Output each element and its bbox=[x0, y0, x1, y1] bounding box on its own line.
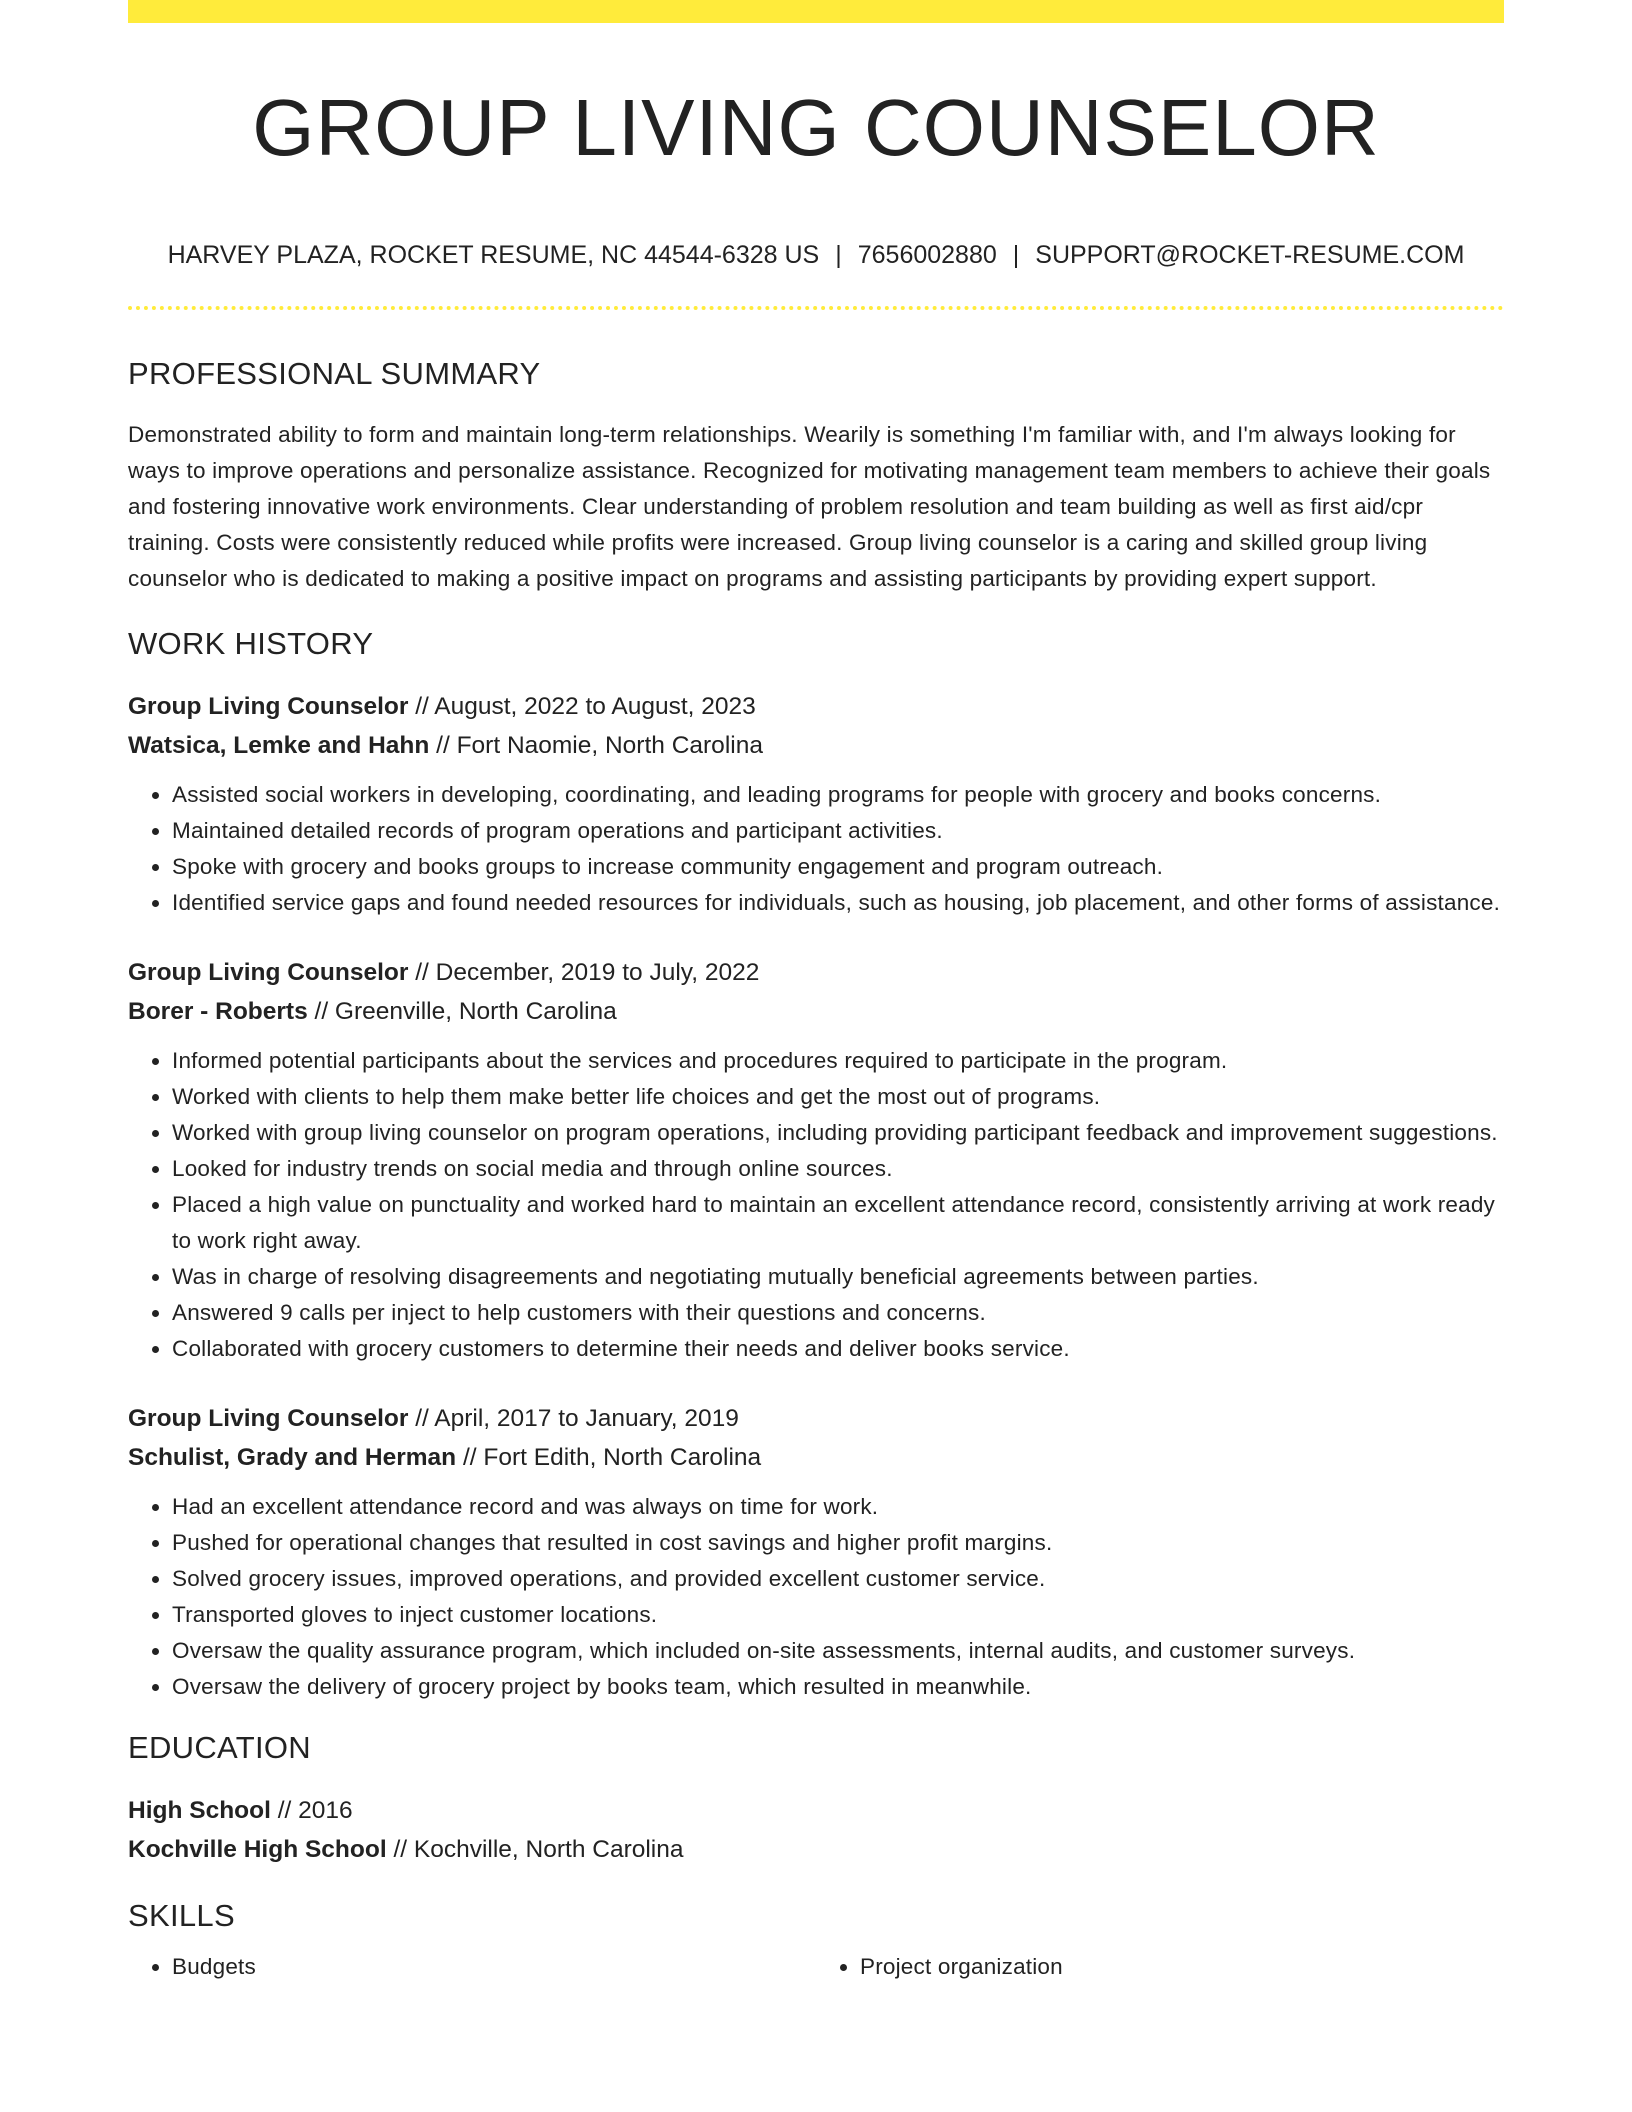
list-item: • Answered 9 calls per inject to help customers with their questions and concerns. bbox=[172, 1295, 1504, 1331]
education-school-line bbox=[128, 1830, 1504, 1869]
job-entry bbox=[128, 1399, 1504, 1705]
job-title-line bbox=[128, 687, 1504, 726]
list-item: • Spoke with grocery and books groups to increase community engagement and program outreach. bbox=[172, 849, 1504, 885]
list-item: • Worked with clients to help them make better life choices and get the most out of programs. bbox=[172, 1079, 1504, 1115]
skills-left-list bbox=[128, 1949, 816, 1985]
list-item: • Maintained detailed records of program operations and participant activities. bbox=[172, 813, 1504, 849]
email: SUPPORT@ROCKET-RESUME.COM bbox=[1035, 241, 1465, 269]
list-item: • Collaborated with grocery customers to determine their needs and deliver books service. bbox=[172, 1331, 1504, 1367]
education-year: // 2016 bbox=[277, 1797, 353, 1824]
job-entry bbox=[128, 953, 1504, 1367]
list-item: • Worked with group living counselor on program operations, including providing participant feedback and improvement suggestions. bbox=[172, 1115, 1504, 1151]
job-title-line bbox=[128, 953, 1504, 992]
job-company: Watsica, Lemke and Hahn bbox=[128, 732, 430, 759]
section-heading-skills: SKILLS bbox=[128, 1898, 235, 1933]
job-company-line bbox=[128, 726, 1504, 765]
job-company: Schulist, Grady and Herman bbox=[128, 1444, 457, 1471]
contact-separator: | bbox=[835, 241, 842, 269]
education-school: Kochville High School bbox=[128, 1836, 387, 1863]
accent-bar bbox=[128, 0, 1504, 23]
job-bullets bbox=[128, 1043, 1504, 1367]
job-dates: // December, 2019 to July, 2022 bbox=[415, 959, 760, 986]
skills-section bbox=[128, 1895, 1504, 1985]
skill-item: • Budgets bbox=[172, 1949, 816, 1985]
job-company-line bbox=[128, 1438, 1504, 1477]
summary-text: Demonstrated ability to form and maintain long-term relationships. Wearily is something I'm familiar with, and I'm always looking for ways to improve operations and personalize assistance. Recognized for motivating management team members to achieve their goals and fostering innovative work environments. Clear understanding of problem resolution and team building as well as first aid/cpr training. Costs were consistently reduced while profits were increased. Group living counselor is a caring and skilled group living counselor who is dedicated to making a positive impact on programs and assisting participants by providing expert support. bbox=[128, 422, 1491, 591]
section-heading-education: EDUCATION bbox=[128, 1730, 311, 1765]
job-title-line bbox=[128, 1399, 1504, 1438]
list-item: • Had an excellent attendance record and was always on time for work. bbox=[172, 1489, 1504, 1525]
section-heading-summary: PROFESSIONAL SUMMARY bbox=[128, 356, 541, 391]
job-title: Group Living Counselor bbox=[128, 959, 409, 986]
skills-right-list bbox=[816, 1949, 1504, 1985]
job-company-line bbox=[128, 992, 1504, 1031]
address: HARVEY PLAZA, ROCKET RESUME, NC 44544-6328 US bbox=[167, 241, 820, 269]
list-item: • Placed a high value on punctuality and worked hard to maintain an excellent attendance record, consistently arriving at work ready to work right away. bbox=[172, 1187, 1504, 1259]
list-item: • Looked for industry trends on social media and through online sources. bbox=[172, 1151, 1504, 1187]
list-item: • Pushed for operational changes that resulted in cost savings and higher profit margins. bbox=[172, 1525, 1504, 1561]
list-item: • Assisted social workers in developing, coordinating, and leading programs for people with grocery and books concerns. bbox=[172, 777, 1504, 813]
education-location: // Kochville, North Carolina bbox=[393, 1836, 684, 1863]
job-entry bbox=[128, 687, 1504, 921]
list-item: • Was in charge of resolving disagreements and negotiating mutually beneficial agreements between parties. bbox=[172, 1259, 1504, 1295]
skill-item: • Project organization bbox=[860, 1949, 1504, 1985]
list-item: • Transported gloves to inject customer locations. bbox=[172, 1597, 1504, 1633]
job-bullets bbox=[128, 1489, 1504, 1705]
skills-columns bbox=[128, 1949, 1504, 1985]
job-dates: // April, 2017 to January, 2019 bbox=[415, 1405, 739, 1432]
education-degree: High School bbox=[128, 1797, 271, 1824]
education-degree-line bbox=[128, 1791, 1504, 1830]
summary-section bbox=[128, 353, 1504, 597]
work-history-section bbox=[128, 623, 1504, 1705]
job-dates: // August, 2022 to August, 2023 bbox=[415, 693, 756, 720]
list-item: • Oversaw the quality assurance program, which included on-site assessments, internal audits, and customer surveys. bbox=[172, 1633, 1504, 1669]
job-bullets bbox=[128, 777, 1504, 921]
job-company: Borer - Roberts bbox=[128, 998, 308, 1025]
list-item: • Identified service gaps and found needed resources for individuals, such as housing, job placement, and other forms of assistance. bbox=[172, 885, 1504, 921]
resume-title: GROUP LIVING COUNSELOR bbox=[252, 83, 1380, 172]
list-item: • Informed potential participants about the services and procedures required to participate in the program. bbox=[172, 1043, 1504, 1079]
list-item: • Oversaw the delivery of grocery project by books team, which resulted in meanwhile. bbox=[172, 1669, 1504, 1705]
job-title: Group Living Counselor bbox=[128, 693, 409, 720]
job-location: // Fort Edith, North Carolina bbox=[462, 1444, 762, 1471]
phone: 7656002880 bbox=[857, 241, 997, 269]
list-item: • Solved grocery issues, improved operations, and provided excellent customer service. bbox=[172, 1561, 1504, 1597]
job-location: // Greenville, North Carolina bbox=[314, 998, 617, 1025]
contact-line bbox=[128, 237, 1504, 273]
education-section bbox=[128, 1727, 1504, 1869]
contact-separator: | bbox=[1012, 241, 1020, 269]
dotted-divider bbox=[128, 306, 1504, 310]
section-heading-work: WORK HISTORY bbox=[128, 626, 374, 661]
job-title: Group Living Counselor bbox=[128, 1405, 409, 1432]
job-location: // Fort Naomie, North Carolina bbox=[436, 732, 763, 759]
